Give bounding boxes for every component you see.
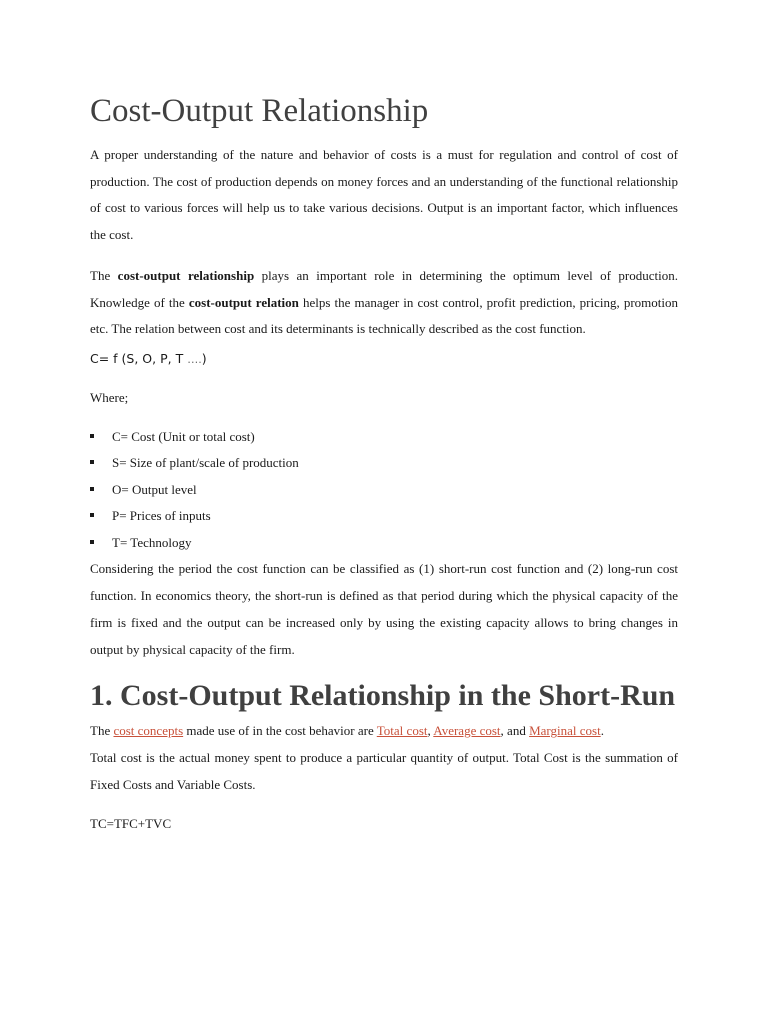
list-item xyxy=(90,424,678,451)
cost-output-paragraph xyxy=(90,263,678,343)
list-item-text: C= Cost (Unit or total cost) xyxy=(112,428,255,444)
list-item-text: P= Prices of inputs xyxy=(112,508,211,524)
period-paragraph: Considering the period the cost function can be classified as (1) short-run cost function and (2) long-run cost function. In economics theory, the short-run is defined as that period during which the physical capacity of the firm is fixed and the output can be increased only by using the existing capacity allows to bring changes in output by physical capacity of the firm. xyxy=(90,561,678,657)
bullet-icon xyxy=(90,460,94,464)
cost-concepts-paragraph xyxy=(90,718,678,745)
list-item-text: T= Technology xyxy=(112,534,192,550)
total-cost-link[interactable]: Total cost xyxy=(376,723,428,739)
list-item-text: O= Output level xyxy=(112,481,197,497)
list-item xyxy=(90,530,678,557)
list-item-text: S= Size of plant/scale of production xyxy=(112,455,299,471)
formula-ellipsis: …. xyxy=(187,352,202,366)
text-span: , xyxy=(427,723,434,739)
bullet-icon xyxy=(90,487,94,491)
document-content xyxy=(90,88,678,834)
cost-concepts-link[interactable]: cost concepts xyxy=(113,723,184,739)
text-span: made use of in the cost behavior are xyxy=(183,723,377,739)
bullet-icon xyxy=(90,513,94,517)
text-span: , and xyxy=(500,723,530,739)
section-heading: 1. Cost-Output Relationship in the Short-Run xyxy=(90,679,676,713)
text-span: helps the manager in cost control, profit prediction, pricing, promotion etc. The relation between cost and its determinants is technically described as the cost function. xyxy=(90,294,678,337)
text-span: . xyxy=(600,723,604,739)
total-cost-paragraph: Total cost is the actual money spent to produce a particular quantity of output. Total Cost is the summation of Fixed Costs and Variable Costs. xyxy=(90,749,678,792)
average-cost-link[interactable]: Average cost xyxy=(433,723,501,739)
definition-list xyxy=(90,424,678,557)
where-label: Where; xyxy=(90,389,129,405)
cost-function-formula xyxy=(90,349,678,370)
total-cost-formula: TC=TFC+TVC xyxy=(90,816,172,832)
formula-close: ) xyxy=(201,350,207,366)
page-title: Cost-Output Relationship xyxy=(90,93,429,129)
bold-term: cost-output relationship xyxy=(117,267,255,283)
list-item xyxy=(90,477,678,504)
list-item xyxy=(90,503,678,530)
formula-main: C= f (S, O, P, T xyxy=(90,350,188,366)
intro-paragraph: A proper understanding of the nature and behavior of costs is a must for regulation and control of cost of production. The cost of production depends on money forces and an understanding of the functional relationship of cost to various forces will help us to take various decisions. Output is an important factor, which influences the cost. xyxy=(90,147,678,243)
text-span: The xyxy=(90,723,114,739)
list-item xyxy=(90,450,678,477)
text-span: The xyxy=(90,267,118,283)
bold-term: cost-output relation xyxy=(188,294,299,310)
marginal-cost-link[interactable]: Marginal cost xyxy=(529,723,601,739)
bullet-icon xyxy=(90,434,94,438)
text-span: plays an important role in determining the optimum level of production. Knowledge of the xyxy=(90,267,678,310)
bullet-icon xyxy=(90,540,94,544)
